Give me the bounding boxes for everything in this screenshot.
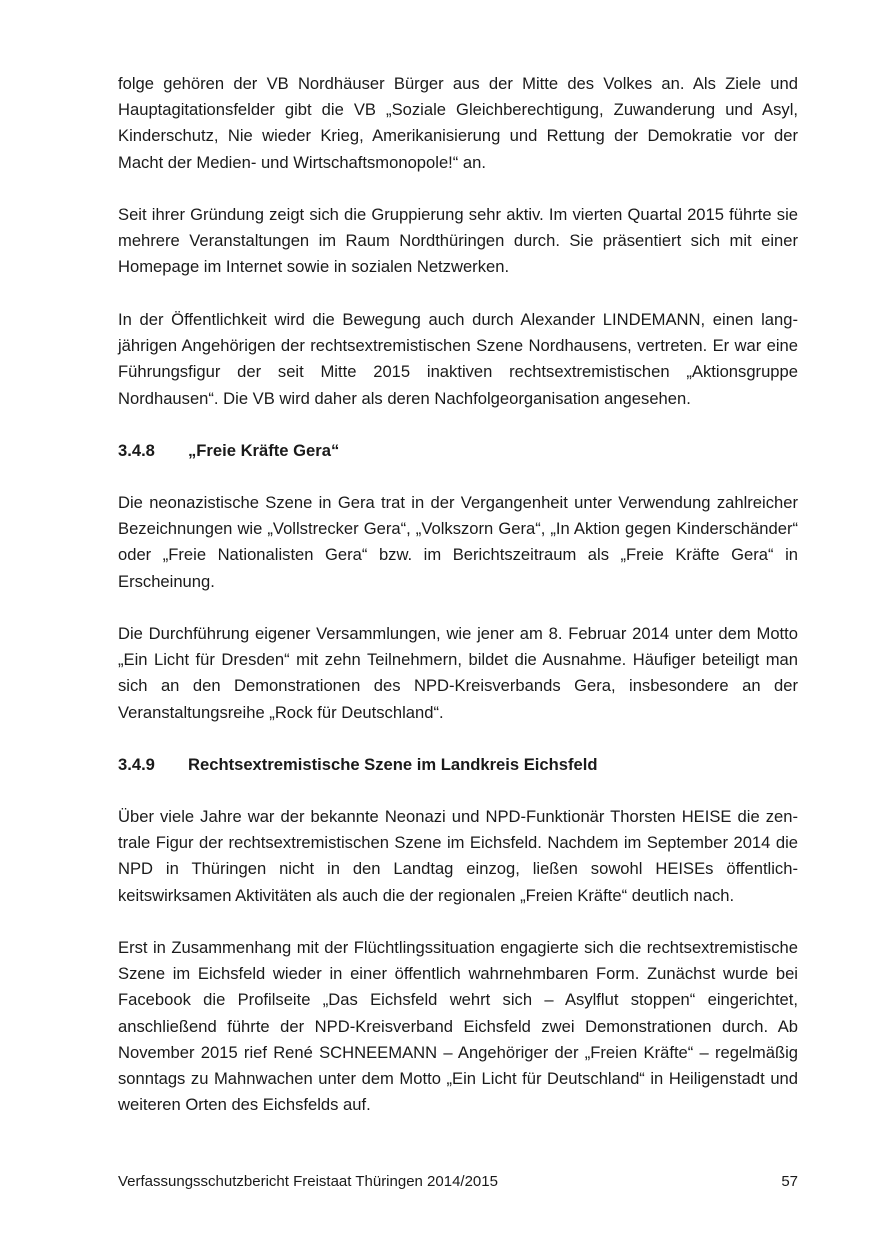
footer-title: Verfassungsschutzbericht Freistaat Thüringen 2014/2015 xyxy=(118,1173,498,1190)
section-heading-3-4-8 xyxy=(118,438,339,464)
page-number: 57 xyxy=(781,1173,798,1190)
paragraph-lindemann xyxy=(118,307,798,412)
paragraph-text: folge gehören der VB Nordhäuser Bürger aus der Mitte des Volkes an. Als Ziele und Hauptagitationsfelder gibt die VB „Soziale Gleichberechtigung, Zuwanderung und Asyl, Kinderschutz, Nie wieder Krieg, Amerikanisierung und Rettung der Demokratie vor der Macht der Medien- und Wirtschaftsmonopole!“ an. xyxy=(118,74,798,172)
paragraph-text: Erst in Zusammenhang mit der Flüchtlingssituation engagierte sich die rechtsextremistische Szene im Eichsfeld wieder in einer öffentlich wahrnehmbaren Form. Zunächst wurde bei Facebook die Profilseite „Das Eichsfeld wehrt sich – Asylflut stoppen“ eingerichtet, anschließend führte der NPD-Kreisverband Eichsfeld zwei Demonstrationen durch. Ab November 2015 rief René SCHNEEMANN – Angehöriger der „Freien Kräfte“ – regelmäßig sonntags zu Mahnwachen unter dem Motto „Ein Licht für Deutschland“ in Heiligenstadt und weiteren Orten des Eichsfelds auf. xyxy=(118,938,798,1115)
paragraph-text: Die neonazistische Szene in Gera trat in der Vergangenheit unter Verwendung zahlreicher Bezeichnungen wie „Vollstrecker Gera“, „Volkszorn Gera“, „In Aktion gegen Kinderschänder“ oder „Freie Nationalisten Gera“ bzw. im Berichtszeitraum als „Freie Kräfte Gera“ in Erscheinung. xyxy=(118,493,798,591)
paragraph-text: Die Durchführung eigener Versammlungen, wie jener am 8. Februar 2014 unter dem Motto „Ein Licht für Dresden“ mit zehn Teilnehmern, bildet die Ausnahme. Häufiger beteiligt man sich an den Demonstrationen des NPD-Kreisverbands Gera, insbesondere an der Veranstaltungsreihe „Rock für Deutschland“. xyxy=(118,624,798,722)
paragraph-gera-scene xyxy=(118,490,798,595)
paragraph-text: Über viele Jahre war der bekannte Neonazi und NPD-Funktionär Thorsten HEISE die zentrale Figur der rechtsextremistischen Szene im Eichsfeld. Nachdem im September 2014 die NPD in Thüringen nicht in den Landtag einzog, ließen sowohl HEISEs öffentlichkeitswirksamen Aktivitäten als auch die der regionalen „Freien Kräfte“ deutlich nach. xyxy=(118,807,798,905)
section-number: 3.4.9 xyxy=(118,755,155,774)
paragraph-vb-goals xyxy=(118,71,798,176)
section-title: Rechtsextremistische Szene im Landkreis Eichsfeld xyxy=(188,755,598,774)
section-heading-3-4-9 xyxy=(118,752,597,778)
paragraph-text: In der Öffentlichkeit wird die Bewegung auch durch Alexander LINDEMANN, einen langjährigen Angehörigen der rechtsextremistischen Szene Nordhausens, vertreten. Er war eine Führungsfigur der seit Mitte 2015 inaktiven rechtsextremistischen „Aktionsgruppe Nordhausen“. Die VB wird daher als deren Nachfolgeorganisation angesehen. xyxy=(118,310,798,408)
paragraph-eichsfeld-activity xyxy=(118,935,798,1118)
paragraph-heise xyxy=(118,804,798,909)
section-number: 3.4.8 xyxy=(118,441,155,460)
paragraph-text: Seit ihrer Gründung zeigt sich die Gruppierung sehr aktiv. Im vierten Quartal 2015 führte sie mehrere Veranstaltungen im Raum Nordthüringen durch. Sie präsentiert sich mit einer Homepage im Internet sowie in sozialen Netzwerken. xyxy=(118,205,798,277)
paragraph-vb-activity xyxy=(118,202,798,281)
section-title: „Freie Kräfte Gera“ xyxy=(188,441,340,460)
paragraph-gera-events xyxy=(118,621,798,726)
